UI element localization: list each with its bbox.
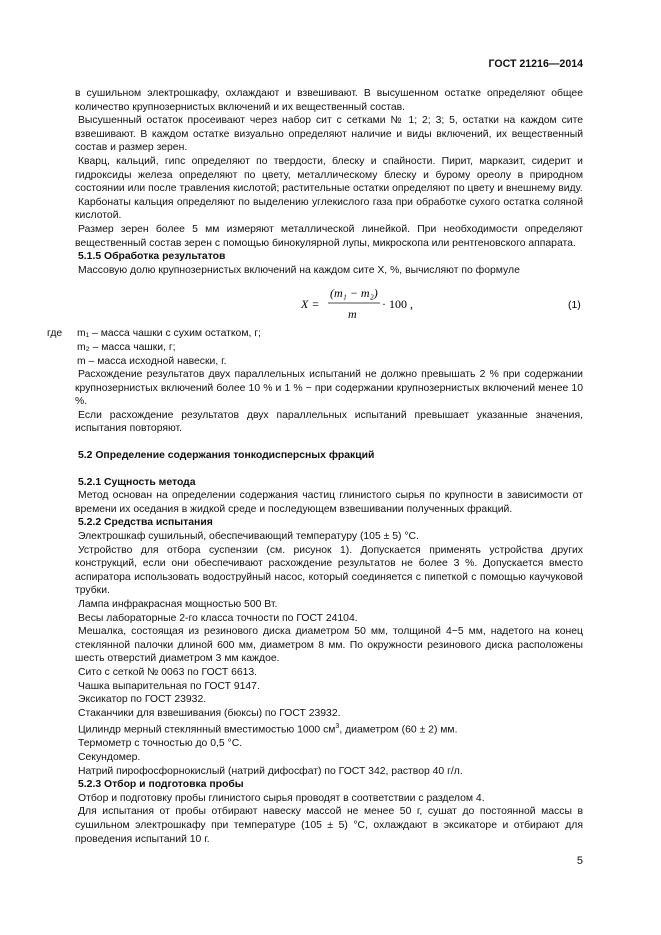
paragraph: Лампа инфракрасная мощностью 500 Вт. bbox=[78, 599, 278, 610]
where-label: где bbox=[47, 328, 63, 340]
section-heading-5-2: 5.2 Определение содержания тонкодисперсных фракций bbox=[78, 450, 375, 462]
formula-svg bbox=[75, 283, 583, 323]
paragraph: Чашка выпарительная по ГОСТ 9147. bbox=[78, 680, 260, 692]
page-number: 5 bbox=[576, 855, 583, 867]
section-heading-5-2-2: 5.2.2 Средства испытания bbox=[78, 517, 213, 529]
paragraph: Мешалка, состоящая из резинового диска диаметром 50 мм, толщиной 4−5 мм, надетого на конец стеклянной палочки длиной 600 мм, диаметром 8 мм. По окружности резинового диска расположены шесть отверстий диаметром 3 мм каждое. bbox=[75, 626, 583, 665]
formula-number: (1) bbox=[568, 300, 581, 312]
formula-1 bbox=[75, 283, 583, 323]
paragraph: Устройство для отбора суспензии (см. рисунок 1). Допускается применять устройства других конструкций, если они обеспечивают расхождение результатов не более 3 %. Допускается вместо аспиратора использовать водоструйный насос, который соединяется с пипеткой с помощью каучуковой трубки. bbox=[75, 544, 583, 597]
paragraph: Натрий пирофосфорнокислый (натрий дифосфат) по ГОСТ 342, раствор 40 г/л. bbox=[78, 765, 463, 777]
definition-item: m – масса исходной навески, г. bbox=[77, 355, 227, 367]
paragraph: Сито с сеткой № 0063 по ГОСТ 6613. bbox=[78, 666, 258, 678]
paragraph: Если расхождение результатов двух параллельных испытаний превышает указанные значения, испытания повторяют. bbox=[75, 409, 583, 435]
variable-definitions bbox=[47, 327, 583, 368]
section-heading-5-2-3: 5.2.3 Отбор и подготовка пробы bbox=[78, 779, 244, 791]
paragraph: Цилиндр мерный стеклянный вместимостью 1000 $см^3$, диаметром (60 ± 2) мм. bbox=[78, 723, 458, 736]
paragraph: Термометр с точностью до 0,5 °С. bbox=[78, 738, 243, 750]
formula-rhs: · 100 , bbox=[382, 297, 413, 312]
page-body bbox=[47, 87, 583, 846]
definition-item: m₂ – масса чашки, г; bbox=[77, 341, 176, 353]
paragraph: Эксикатор по ГОСТ 23932. bbox=[78, 694, 207, 706]
paragraph: Расхождение результатов двух параллельных испытаний не должно превышать 2 % при содержании крупнозернистых включений более 10 % и 1 % − при содержании крупнозернистых включений менее 10 %. bbox=[75, 369, 583, 408]
definition-item: m₁ – масса чашки с сухим остатком, г; bbox=[77, 328, 261, 340]
formula-numerator: (m₁ − m₂) bbox=[330, 286, 378, 301]
formula-lhs: X = bbox=[301, 297, 320, 312]
paragraph: Для испытания от пробы отбирают навеску массой не менее 50 г, сушат до постоянной массы в сушильном электрошкафу при температуре (105 ± 5) °С, охлаждают в эксикаторе и отбирают для проведения испытаний 10 г. bbox=[75, 806, 583, 845]
paragraph: Массовую долю крупнозернистых включений на каждом сите X, %, вычисляют по формуле bbox=[78, 264, 520, 276]
paragraph: Карбонаты кальция определяют по выделению углекислого газа при обработке сухого остатка соляной кислотой. bbox=[75, 196, 583, 222]
paragraph: Отбор и подготовку пробы глинистого сырья проводят в соответствии с разделом 4. bbox=[78, 792, 485, 804]
paragraph: Метод основан на определении содержания частиц глинистого сырья по крупности в зависимости от времени их оседания в жидкой среде и последующем взвешивании полученных фракций. bbox=[75, 490, 583, 515]
paragraph: Электрошкаф сушильный, обеспечивающий температуру (105 ± 5) °С. bbox=[78, 531, 419, 543]
formula-denominator: m bbox=[348, 307, 357, 322]
section-heading-5-2-1: 5.2.1 Сущность метода bbox=[78, 476, 196, 488]
paragraph: Размер зерен более 5 мм измеряют металлической линейкой. При необходимости определяют вещественный состав зерен с помощью бинокулярной лупы, микроскопа или рентгеновского аппарата. bbox=[75, 223, 583, 249]
paragraph: в сушильном электрошкафу, охлаждают и взвешивают. В высушенном остатке определяют общее количество крупнозернистых включений и их вещественный состав. bbox=[75, 88, 583, 113]
paragraph: Весы лабораторные 2-го класса точности по ГОСТ 24104. bbox=[78, 612, 358, 624]
paragraph: Стаканчики для взвешивания (бюксы) по ГОСТ 23932. bbox=[78, 707, 341, 719]
paragraph: Секундомер. bbox=[78, 752, 141, 763]
document-header: ГОСТ 21216—2014 bbox=[488, 58, 583, 70]
paragraph: Кварц, кальций, гипс определяют по твердости, блеску и спайности. Пирит, марказит, сидерит и гидроксиды железа определяют по цвету, металлическому блеску и бурому ореолу в природном состоянии или после травления кислотой; растительные остатки определяют по цвету и внешнему виду. bbox=[75, 155, 583, 195]
section-heading-5-1-5: 5.1.5 Обработка результатов bbox=[78, 251, 226, 263]
paragraph: Высушенный остаток просеивают через набор сит с сетками № 1; 2; 3; 5, остатки на каждом сите взвешивают. В каждом остатке визуально определяют наличие и виды включений, их вещественный состав и размер зерен. bbox=[75, 115, 583, 154]
